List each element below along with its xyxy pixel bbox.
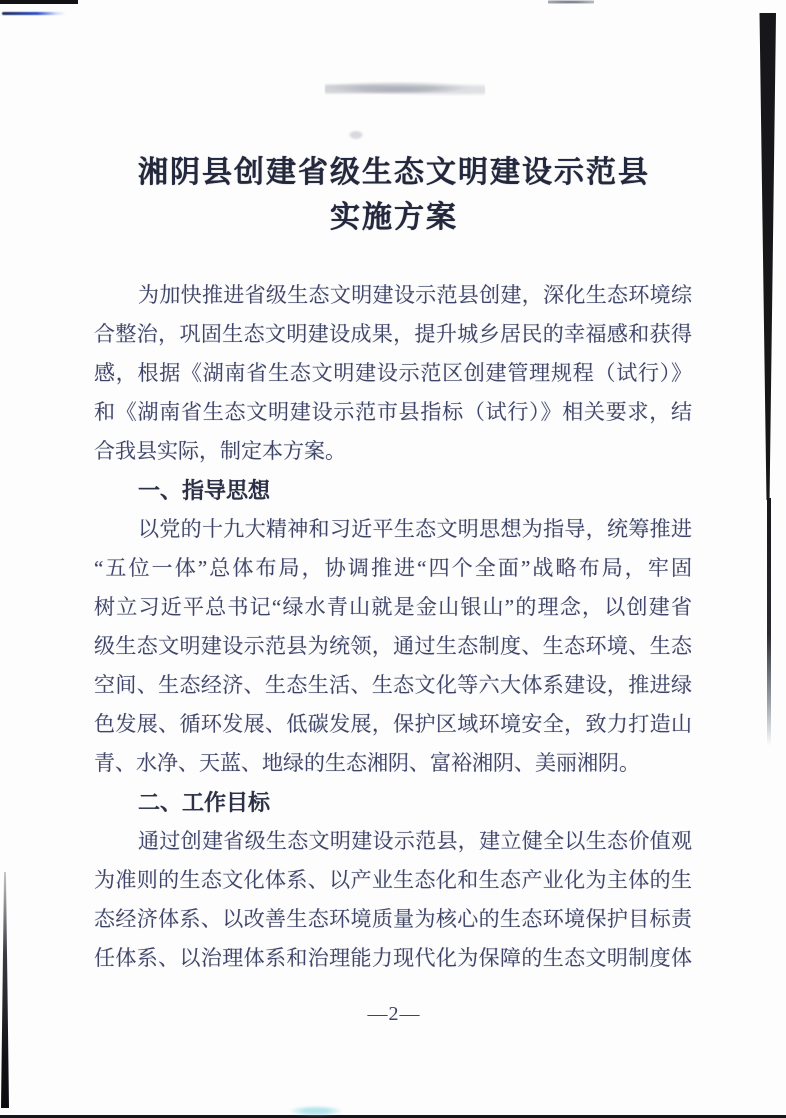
body-line: 以党的十九大精神和习近平生态文明思想为指导，统筹推进 — [138, 517, 692, 541]
scan-artifact-top-left-bar — [0, 0, 78, 4]
document-title-line-1: 湘阴县创建省级生态文明建设示范县 — [138, 156, 650, 189]
body-line: 合我县实际，制定本方案。 — [94, 439, 346, 463]
body-line: 感，根据《湖南省生态文明建设示范区创建管理规程（试行）》 — [94, 361, 692, 385]
section-heading: 一、指导思想 — [138, 478, 271, 503]
scan-artifact-left-line — [1, 872, 9, 1108]
scan-artifact-bleedthrough-smudge — [325, 82, 485, 96]
body-line: 通过创建省级生态文明建设示范县，建立健全以生态价值观 — [138, 829, 692, 853]
page-number: —2— — [367, 1003, 421, 1025]
body-line: 合整治，巩固生态文明建设成果，提升城乡居民的幸福感和获得 — [94, 322, 692, 346]
body-line: 级生态文明建设示范县为统领，通过生态制度、生态环境、生态 — [94, 634, 692, 658]
body-line: 态经济体系、以改善生态环境质量为核心的生态环境保护目标责 — [94, 907, 692, 931]
scan-artifact-cyan-smudge — [290, 1106, 342, 1116]
body-line: “五位一体”总体布局，协调推进“四个全面”战略布局，牢固 — [94, 556, 692, 580]
document-title-line-2: 实施方案 — [330, 201, 458, 234]
document-body — [94, 276, 692, 978]
body-line: 色发展、循环发展、低碳发展，保护区域环境安全，致力打造山 — [94, 712, 692, 736]
body-line: 为加快推进省级生态文明建设示范县创建，深化生态环境综 — [138, 283, 692, 307]
body-line: 树立习近平总书记“绿水青山就是金山银山”的理念，以创建省 — [94, 595, 692, 619]
scan-artifact-top-dashes — [548, 0, 594, 4]
body-line: 空间、生态经济、生态生活、生态文化等六大体系建设，推进绿 — [94, 673, 692, 697]
document-title — [94, 150, 694, 240]
body-line: 任体系、以治理体系和治理能力现代化为保障的生态文明制度体 — [94, 946, 692, 970]
body-line: 为准则的生态文化体系、以产业生态化和生态产业化为主体的生 — [94, 868, 692, 892]
scan-artifact-right-line — [767, 498, 771, 746]
scan-artifact-bleedthrough-dot — [348, 130, 364, 140]
section-heading: 二、工作目标 — [138, 790, 271, 815]
scan-artifact-top-left-blue-line — [2, 12, 66, 15]
scan-artifact-right-bar — [759, 13, 776, 500]
body-line: 青、水净、天蓝、地绿的生态湘阴、富裕湘阴、美丽湘阴。 — [94, 751, 640, 775]
body-line: 和《湖南省生态文明建设示范市县指标（试行）》相关要求，结 — [94, 400, 692, 424]
